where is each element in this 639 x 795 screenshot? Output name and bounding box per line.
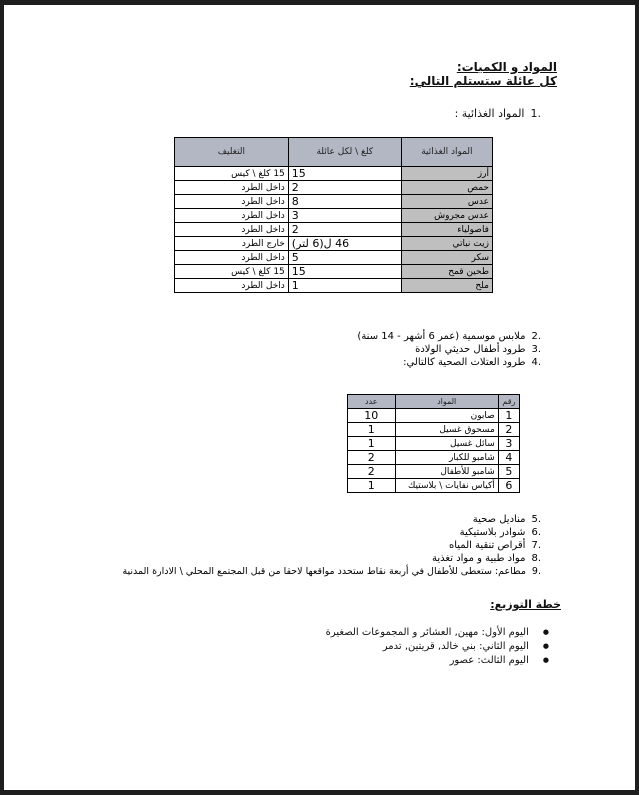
list-item: [122, 565, 541, 578]
cell-qty: 5: [288, 251, 401, 265]
cell-count: 2: [348, 465, 396, 479]
item-text: مناديل صحية: [472, 514, 526, 525]
header-no: رقم: [498, 395, 519, 409]
item-text: طرود العتلات الصحية كالتالي:: [403, 357, 526, 368]
hygiene-table-header: [348, 395, 520, 409]
cell-no: 1: [498, 409, 519, 423]
item-text: طرود أطفال حديثي الولادة: [415, 344, 526, 355]
cell-qty: 2: [288, 181, 401, 195]
item-number: .8: [531, 553, 541, 564]
cell-pack: 15 كلغ \ كيس: [175, 265, 289, 279]
item-text: مطاعم: ستعطى للأطفال في أربعة نقاط ستحدد مواقعها لاحقا من قبل المجتمع المحلي \ الادارة المدنية: [122, 566, 526, 577]
list-items-5-9: [122, 513, 541, 578]
list-item: [122, 552, 541, 565]
document-page: [4, 5, 635, 790]
table-row: [175, 251, 493, 265]
item-text: شوادر بلاستيكية: [459, 527, 526, 538]
cell-name: طحين قمح: [401, 265, 492, 279]
header-item: المواد: [395, 395, 498, 409]
cell-name: سكر: [401, 251, 492, 265]
item-text: ملابس موسمية (عمر 6 أشهر - 14 سنة): [357, 331, 526, 342]
list-item: ● اليوم الأول: مهين, العشائر و المجموعات الصغيرة: [326, 625, 549, 639]
header-count: عدد: [348, 395, 396, 409]
cell-item: سائل غسيل: [395, 437, 498, 451]
table-row: [175, 181, 493, 195]
cell-item: صابون: [395, 409, 498, 423]
item-number: .3: [531, 344, 541, 355]
cell-pack: داخل الطرد: [175, 181, 289, 195]
list-item: [357, 343, 541, 356]
table-row: [175, 195, 493, 209]
distribution-title: خطة التوزيع:: [490, 598, 561, 611]
food-table: [174, 137, 493, 293]
cell-name: فاصولياء: [401, 223, 492, 237]
cell-qty: 15: [288, 167, 401, 181]
list-items-2-4: [357, 330, 541, 369]
header-pack: التغليف: [175, 138, 289, 167]
cell-qty: 15: [288, 265, 401, 279]
list-item: [122, 526, 541, 539]
section-number: .1: [530, 107, 541, 120]
cell-item: شامبو للكبار: [395, 451, 498, 465]
item-number: .6: [531, 527, 541, 538]
distribution-plan: [326, 625, 549, 667]
header: [410, 60, 557, 88]
table-row: [348, 409, 520, 423]
cell-qty: 46 ل(6 لتر): [288, 237, 401, 251]
cell-pack: داخل الطرد: [175, 279, 289, 293]
cell-qty: 3: [288, 209, 401, 223]
table-row: [175, 237, 493, 251]
cell-qty: 2: [288, 223, 401, 237]
cell-pack: خارج الطرد: [175, 237, 289, 251]
cell-pack: داخل الطرد: [175, 195, 289, 209]
cell-no: 2: [498, 423, 519, 437]
cell-count: 1: [348, 437, 396, 451]
cell-name: حمص: [401, 181, 492, 195]
food-table-header: [175, 138, 493, 167]
cell-name: ملح: [401, 279, 492, 293]
table-row: [175, 209, 493, 223]
table-row: [348, 451, 520, 465]
cell-qty: 1: [288, 279, 401, 293]
cell-count: 1: [348, 423, 396, 437]
table-row: [348, 437, 520, 451]
list-item: [357, 330, 541, 343]
cell-no: 6: [498, 479, 519, 493]
cell-pack: داخل الطرد: [175, 209, 289, 223]
cell-pack: داخل الطرد: [175, 223, 289, 237]
table-row: [175, 265, 493, 279]
item-number: .7: [531, 540, 541, 551]
cell-name: عدس مجروش: [401, 209, 492, 223]
section-food-heading: [455, 107, 541, 120]
cell-item: أكياس نفايات \ بلاستيك: [395, 479, 498, 493]
table-row: [348, 479, 520, 493]
item-text: مواد طبية و مواد تغذية: [432, 553, 526, 564]
list-item: [122, 539, 541, 552]
table-row: [175, 167, 493, 181]
table-row: [348, 423, 520, 437]
cell-item: مسحوق غسيل: [395, 423, 498, 437]
cell-pack: داخل الطرد: [175, 251, 289, 265]
cell-count: 2: [348, 451, 396, 465]
list-item: [357, 356, 541, 369]
list-item: ● اليوم الثاني: بني خالد, قريتين, تدمر: [326, 639, 549, 653]
header-name: المواد الغذائية: [401, 138, 492, 167]
cell-name: عدس: [401, 195, 492, 209]
list-item: ● اليوم الثالث: عصور: [326, 653, 549, 667]
cell-no: 4: [498, 451, 519, 465]
hygiene-table: [347, 394, 520, 493]
cell-qty: 8: [288, 195, 401, 209]
cell-name: أرز: [401, 167, 492, 181]
header-qty: كلغ \ لكل عائلة: [288, 138, 401, 167]
page-title: المواد و الكميات:: [456, 60, 557, 74]
cell-item: شامبو للأطفال: [395, 465, 498, 479]
table-row: [348, 465, 520, 479]
item-text: أقراص تنقية المياه: [448, 540, 526, 551]
table-row: [175, 279, 493, 293]
section-label: المواد الغذائية :: [454, 107, 525, 120]
cell-no: 3: [498, 437, 519, 451]
item-number: .2: [531, 331, 541, 342]
cell-name: زيت نباتي: [401, 237, 492, 251]
item-number: .5: [531, 514, 541, 525]
cell-count: 10: [348, 409, 396, 423]
item-number: .4: [531, 357, 541, 368]
table-row: [175, 223, 493, 237]
cell-pack: 15 كلغ \ كيس: [175, 167, 289, 181]
item-number: .9: [531, 566, 541, 577]
list-item: [122, 513, 541, 526]
cell-count: 1: [348, 479, 396, 493]
cell-no: 5: [498, 465, 519, 479]
page-subtitle: كل عائلة ستستلم التالي:: [409, 74, 557, 88]
